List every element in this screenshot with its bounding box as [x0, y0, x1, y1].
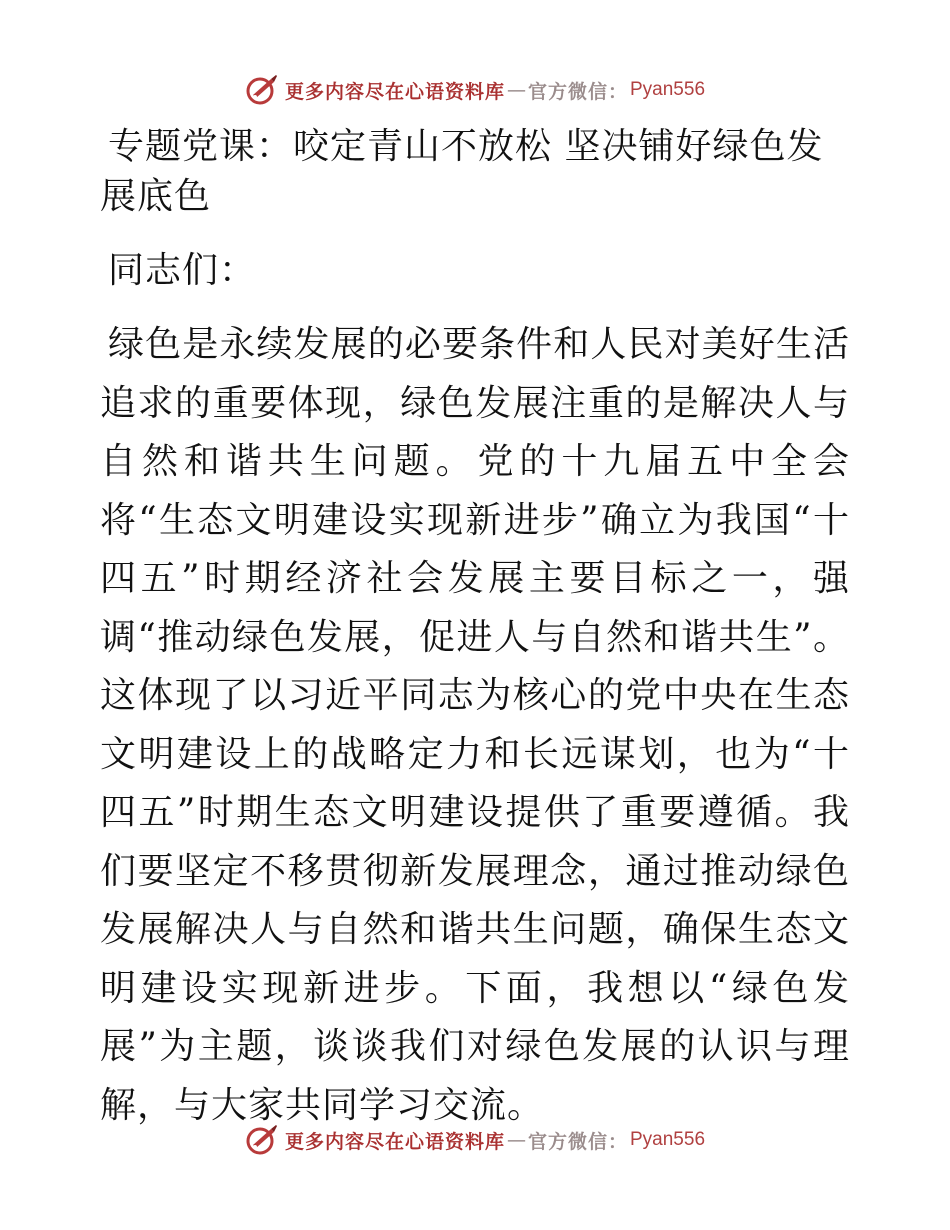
document-paragraph: 绿色是永续发展的必要条件和人民对美好生活追求的重要体现，绿色发展注重的是解决人与自然和谐共生问题。党的十九届五中全会将“生态文明建设实现新进步”确立为我国“十四五”时期经济社会发展主要目标之一，强调“推动绿色发展，促进人与自然和谐共生”。这体现了以习近平同志为核心的党中央在生态文明建设上的战略定力和长远谋划，也为“十四五”时期生态文明建设提供了重要遵循。我们要坚定不移贯彻新发展理念，通过推动绿色发展解决人与自然和谐共生问题，确保生态文明建设实现新进步。下面，我想以“绿色发展”为主题，谈谈我们对绿色发展的认识与理解，与大家共同学习交流。	[100, 324, 850, 1126]
document-body	[100, 122, 850, 1135]
logo-icon	[245, 73, 279, 107]
header-watermark	[0, 70, 950, 110]
watermark-text: 更多内容尽在心语资料库	[284, 80, 505, 103]
watermark-text: 更多内容尽在心语资料库	[284, 1130, 505, 1153]
document-greeting: 同志们：	[108, 250, 257, 291]
footer-watermark	[0, 1120, 950, 1160]
watermark-wechat-id: Pyan556	[630, 1129, 706, 1150]
watermark-dash: —	[506, 79, 526, 101]
document-title: 专题党课：咬定青山不放松 坚决铺好绿色发展底色	[100, 126, 824, 217]
watermark-dash: —	[506, 1129, 526, 1151]
watermark-contact-label: 官方微信：	[527, 1130, 628, 1153]
watermark-wechat-id: Pyan556	[630, 79, 706, 100]
watermark-contact-label: 官方微信：	[527, 80, 628, 103]
logo-icon	[245, 1123, 279, 1157]
